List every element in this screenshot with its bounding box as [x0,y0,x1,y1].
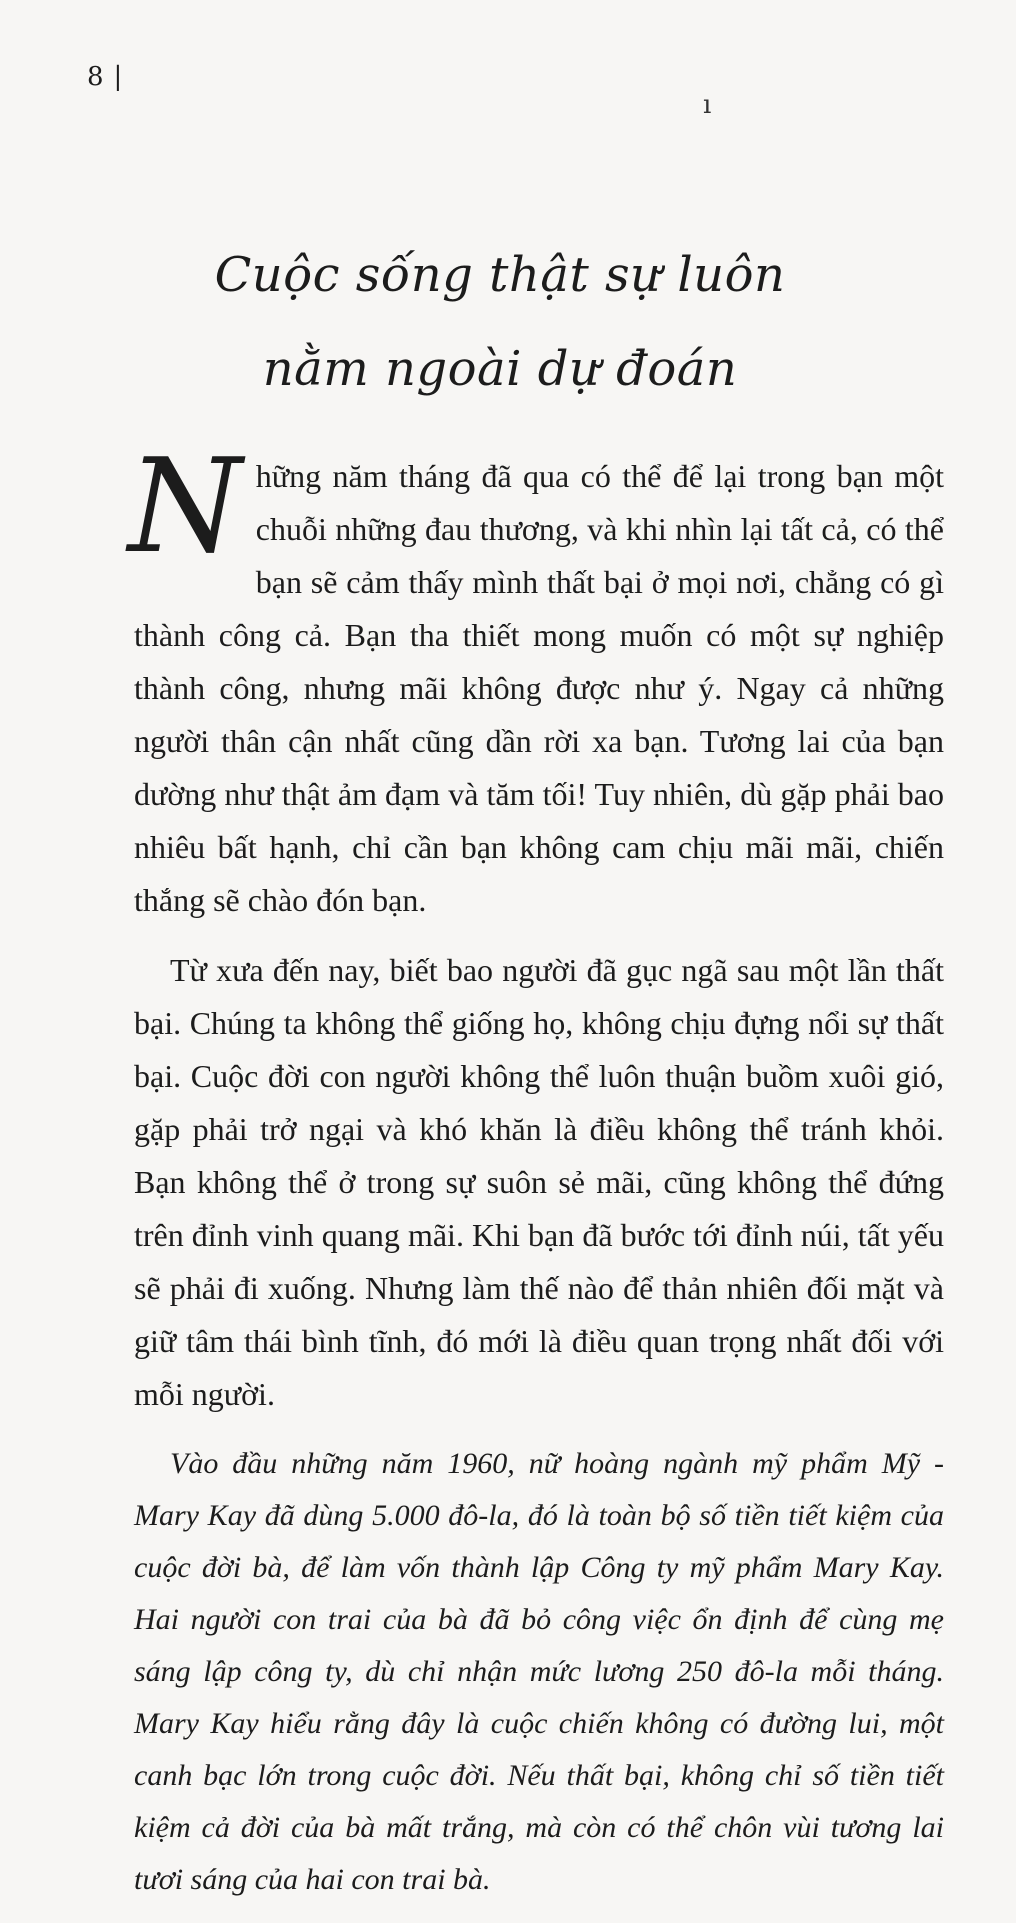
body-text [128,430,944,1923]
paragraph-1-text: hững năm tháng đã qua có thể để lại trong bạn một chuỗi những đau thương, và khi nhìn lại tất cả, có thể bạn sẽ cảm thấy mình thất bại ở mọi nơi, chẳng có gì thành công cả. Bạn tha thiết mong muốn có một sự nghiệp thành công, nhưng mãi không được như ý. Ngay cả những người thân cận nhất cũng dần rời xa bạn. Tương lai của bạn dường như thật ảm đạm và tăm tối! Tuy nhiên, dù gặp phải bao nhiêu bất hạnh, chỉ cần bạn không cam chịu mãi mãi, chiến thắng sẽ chào đón bạn. [134,458,944,918]
drop-cap: N [128,430,242,582]
chapter-title-line-1: Cuộc sống thật sự luôn [214,247,786,303]
paragraph-1 [128,430,944,927]
chapter-title [150,228,850,416]
paragraph-3: Vào đầu những năm 1960, nữ hoàng ngành mỹ phẩm Mỹ - Mary Kay đã dùng 5.000 đô-la, đó là toàn bộ số tiền tiết kiệm của cuộc đời bà, để làm vốn thành lập Công ty mỹ phẩm Mary Kay. Hai người con trai của bà đã bỏ công việc ổn định để cùng mẹ sáng lập công ty, dù chỉ nhận mức lương 250 đô-la mỗi tháng. Mary Kay hiểu rằng đây là cuộc chiến không có đường lui, một canh bạc lớn trong cuộc đời. Nếu thất bại, không chỉ số tiền tiết kiệm cả đời của bà mất trắng, mà còn có thể chôn vùi tương lai tươi sáng của hai con trai bà. [134,1447,944,1896]
header-separator: | [113,62,123,92]
page-header [87,62,122,92]
page-number: 8 [87,62,104,92]
chapter-title-line-2: nằm ngoài dự đoán [262,341,738,397]
print-mark: ı [703,90,712,120]
paragraph-2: Từ xưa đến nay, biết bao người đã gục ngã sau một lần thất bại. Chúng ta không thể giống họ, không chịu đựng nổi sự thất bại. Cuộc đời con người không thể luôn thuận buồm xuôi gió, gặp phải trở ngại và khó khăn là điều không thể tránh khỏi. Bạn không thể ở trong sự suôn sẻ mãi, cũng không thể đứng trên đỉnh vinh quang mãi. Khi bạn đã bước tới đỉnh núi, tất yếu sẽ phải đi xuống. Nhưng làm thế nào để thản nhiên đối mặt và giữ tâm thái bình tĩnh, đó mới là điều quan trọng nhất đối với mỗi người. [134,952,944,1412]
